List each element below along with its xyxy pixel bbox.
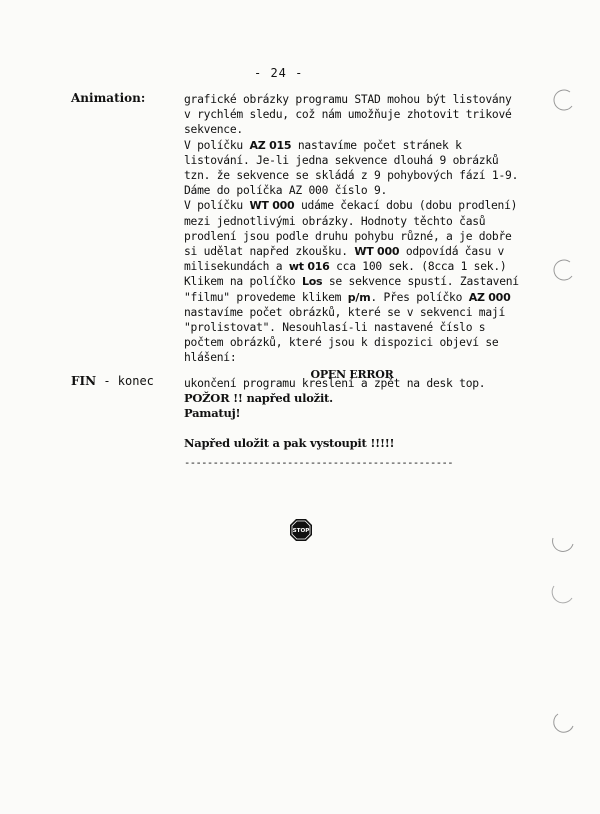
- animation-paragraph: grafické obrázky programu STAD mohou být listovány v rychlém sledu, což nám umožňuje zhotovit trikové sekvence.: [184, 93, 512, 137]
- stop-sign-label: STOP: [292, 528, 310, 535]
- animation-paragraph: V políčku WT 000 udáme čekací dobu (dobu prodlení) mezi jednotlivými obrázky. Hodnoty těchto časů prodlení jsou podle druhu pohybu různé, a je dobře si udělat napřed zkoušku. WT 000 odpovídá času v milisekundách a wt 016 cca 100 sek. (8cca 1 sek.): [184, 199, 518, 274]
- section-label-animation: Animation:: [71, 91, 146, 105]
- animation-paragraph: Klikem na políčko Los se sekvence spustí. Zastavení "filmu" provedeme klikem p/m. Přes políčko AZ 000 nastavíme počet obrázků, které se v sekvenci mají "prolistovat". Nesouhlasí-li nastavené číslo s počtem obrázků, které jsou k dispozici objeví se hlášení:: [184, 275, 519, 365]
- field-name: WT 000: [354, 245, 400, 259]
- fin-line-2: POŽOR !! napřed uložit.: [184, 391, 333, 406]
- field-name: Los: [301, 275, 323, 289]
- punch-hole-icon: [550, 712, 576, 738]
- fin-line-1: ukončení programu kreslení a zpět na desk top.: [184, 377, 486, 390]
- page-number: - 24 -: [254, 66, 304, 80]
- field-name: AZ 015: [249, 138, 292, 152]
- fin-line-3: Pamatuj!: [184, 406, 241, 421]
- fin-warning: Napřed uložit a pak vystoupit !!!!!: [184, 435, 395, 450]
- animation-text: [184, 92, 520, 382]
- field-name: wt 016: [288, 260, 330, 274]
- error-message: OPEN ERROR: [310, 367, 394, 381]
- punch-hole-icon: [550, 528, 576, 554]
- divider-line: -----------------------------------------------: [184, 457, 453, 469]
- fin-label-bold: FIN: [71, 374, 97, 388]
- section-label-fin: [71, 374, 154, 388]
- animation-paragraphs: [184, 92, 520, 366]
- fin-text: [184, 376, 520, 451]
- field-name: WT 000: [249, 199, 295, 213]
- punch-hole-icon: [550, 578, 576, 604]
- field-name: p/m: [347, 290, 371, 304]
- field-name: AZ 000: [468, 290, 511, 304]
- punch-hole-icon: [550, 258, 576, 284]
- punch-hole-icon: [550, 88, 576, 114]
- stop-sign-icon: [289, 518, 313, 542]
- animation-paragraph: V políčku AZ 015 nastavíme počet stránek k listování. Je-li jedna sekvence dlouhá 9 obrázků tzn. že sekvence se skládá z 9 pohybových fází 1-9. Dáme do políčka AZ 000 číslo 9.: [184, 138, 519, 198]
- fin-label-rest: - konec: [96, 374, 154, 388]
